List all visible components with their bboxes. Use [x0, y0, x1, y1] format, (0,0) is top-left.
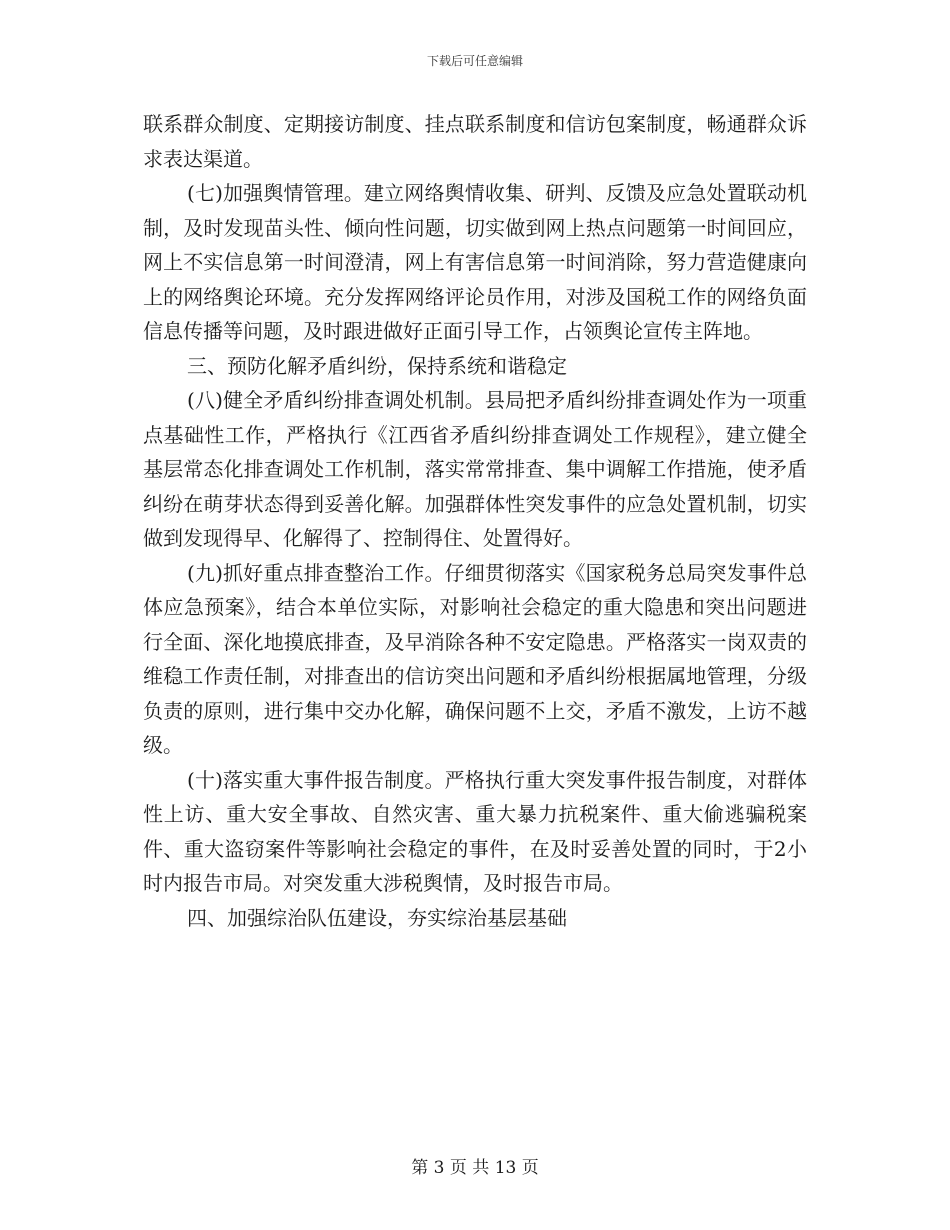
- paragraph-7-public-opinion: (七)加强舆情管理。建立网络舆情收集、研判、反馈及应急处置联动机制，及时发现苗头性、倾向性问题，切实做到网上热点问题第一时间回应，网上不实信息第一时间澄清，网上有害信息第一时间消除，努力营造健康向上的网络舆论环境。充分发挥网络评论员作用，对涉及国税工作的网络负面信息传播等问题，及时跟进做好正面引导工作，占领舆论宣传主阵地。: [143, 181, 807, 343]
- document-body: [143, 107, 807, 935]
- section-heading-4: 四、加强综治队伍建设，夯实综治基层基础: [187, 905, 567, 930]
- page-number: 第 3 页 共 13 页: [411, 1158, 539, 1178]
- section-heading-3: 三、预防化解矛盾纠纷，保持系统和谐稳定: [187, 353, 567, 378]
- page-header: 下载后可任意编辑: [426, 54, 523, 68]
- paragraph-9-key-investigation: (九)抓好重点排查整治工作。仔细贯彻落实《国家税务总局突发事件总体应急预案》，结合本单位实际，对影响社会稳定的重大隐患和突出问题进行全面、深化地摸底排查，及早消除各种不安定隐患。严格落实一岗双责的维稳工作责任制，对排查出的信访突出问题和矛盾纠纷根据属地管理，分级负责的原则，进行集中交办化解，确保问题不上交，矛盾不激发，上访不越级。: [143, 560, 807, 757]
- paragraph-10-reporting-system: (十)落实重大事件报告制度。严格执行重大突发事件报告制度，对群体性上访、重大安全事故、自然灾害、重大暴力抗税案件、重大偷逃骗税案件、重大盗窃案件等影响社会稳定的事件，在及时妥善处置的同时，于2小时内报告市局。对突发重大涉税舆情，及时报告市局。: [143, 767, 807, 895]
- paragraph-8-dispute-mechanism: (八)健全矛盾纠纷排查调处机制。县局把矛盾纠纷排查调处作为一项重点基础性工作，严格执行《江西省矛盾纠纷排查调处工作规程》，建立健全基层常态化排查调处工作机制，落实常常排查、集中调解工作措施，使矛盾纠纷在萌芽状态得到妥善化解。加强群体性突发事件的应急处置机制，切实做到发现得早、化解得了、控制得住、处置得好。: [143, 388, 807, 550]
- paragraph-continuation: 联系群众制度、定期接访制度、挂点联系制度和信访包案制度，畅通群众诉求表达渠道。: [143, 112, 807, 171]
